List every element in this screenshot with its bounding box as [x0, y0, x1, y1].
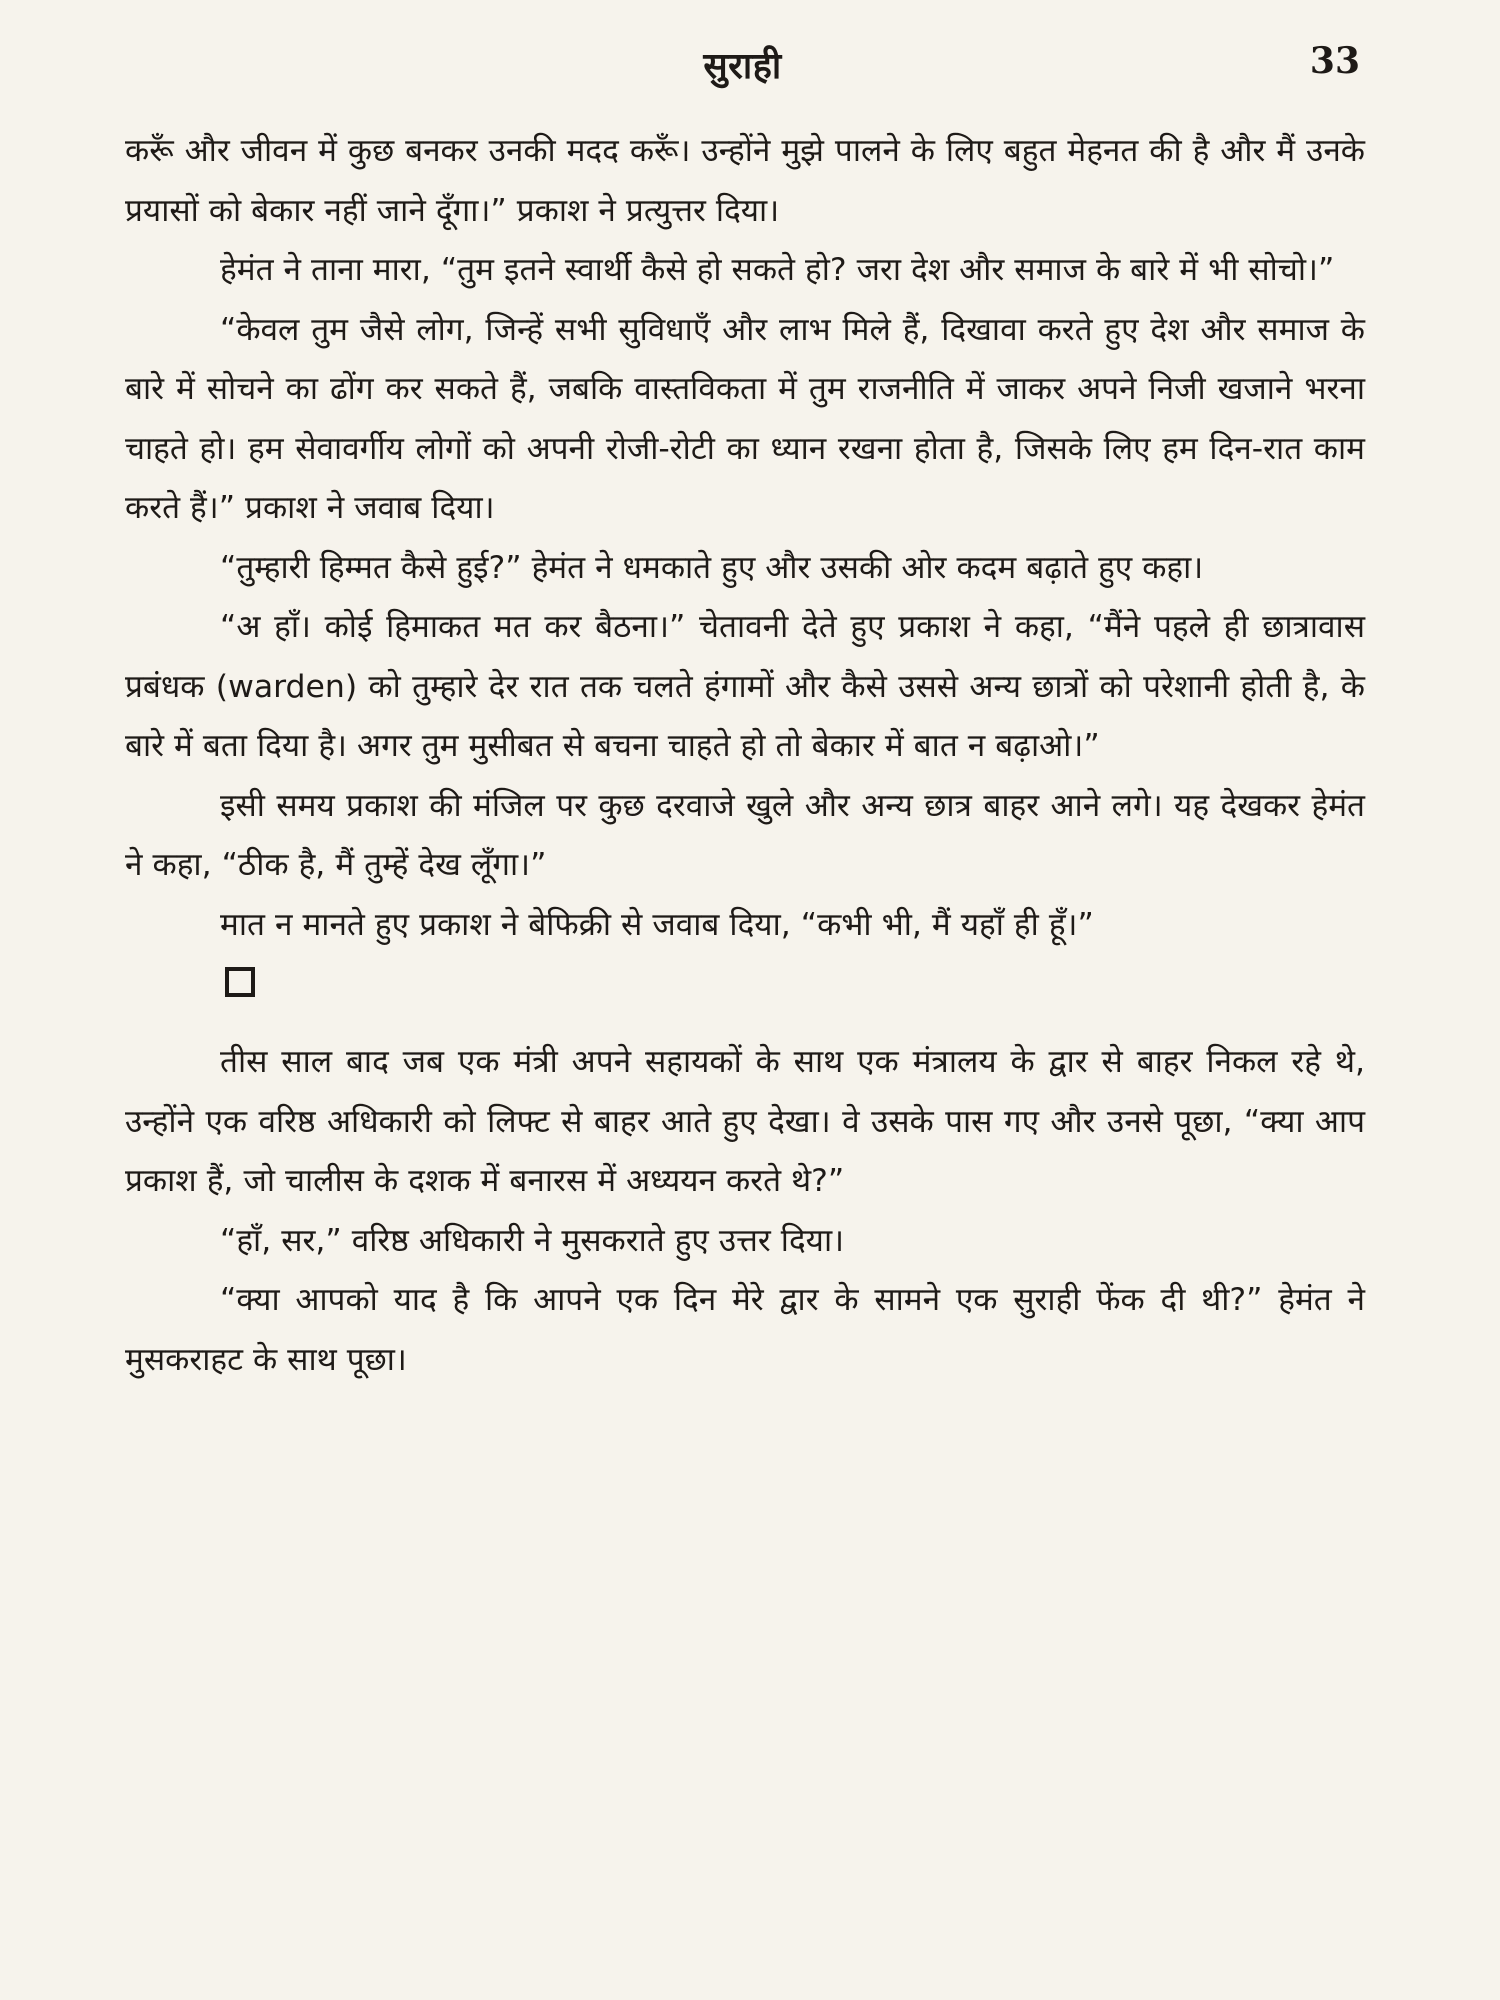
paragraph: “अ हाँ। कोई हिमाकत मत कर बैठना।” चेतावनी देते हुए प्रकाश ने कहा, “मैंने पहले ही छात्रावास प्रबंधक (warden) को तुम्हारे देर रात तक चलते हंगामों और कैसे उससे अन्य छात्रों को परेशानी होती है, के बारे में बता दिया है। अगर तुम मुसीबत से बचना चाहते हो तो बेकार में बात न बढ़ाओ।”: [125, 609, 1365, 764]
paragraph: मात न मानते हुए प्रकाश ने बेफिक्री से जवाब दिया, “कभी भी, मैं यहाँ ही हूँ।”: [220, 906, 1094, 943]
paragraph: “क्या आपको याद है कि आपने एक दिन मेरे द्वार के सामने एक सुराही फेंक दी थी?” हेमंत ने मुसकराहट के साथ पूछा।: [125, 1282, 1365, 1378]
paragraph: इसी समय प्रकाश की मंजिल पर कुछ दरवाजे खुले और अन्य छात्र बाहर आने लगे। यह देखकर हेमंत ने कहा, “ठीक है, मैं तुम्हें देख लूँगा।”: [125, 787, 1365, 883]
paragraph: “केवल तुम जैसे लोग, जिन्हें सभी सुविधाएँ और लाभ मिले हैं, दिखावा करते हुए देश और समाज के बारे में सोचने का ढोंग कर सकते हैं, जबकि वास्तविकता में तुम राजनीति में जाकर अपने निजी खजाने भरना चाहते हो। हम सेवावर्गीय लोगों को अपनी रोजी-रोटी का ध्यान रखना होता है, जिसके लिए हम दिन-रात काम करते हैं।” प्रकाश ने जवाब दिया।: [125, 311, 1365, 526]
body-text: [125, 122, 1365, 1390]
square-marker-icon: [225, 967, 255, 997]
paragraph: करूँ और जीवन में कुछ बनकर उनकी मदद करूँ। उन्होंने मुझे पालने के लिए बहुत मेहनत की है और मैं उनके प्रयासों को बेकार नहीं जाने दूँगा।” प्रकाश ने प्रत्युत्तर दिया।: [125, 133, 1365, 229]
page-header: [125, 40, 1360, 100]
page-number: 33: [1309, 40, 1360, 82]
paragraph: तीस साल बाद जब एक मंत्री अपने सहायकों के साथ एक मंत्रालय के द्वार से बाहर निकल रहे थे, उन्होंने एक वरिष्ठ अधिकारी को लिफ्ट से बाहर आते हुए देखा। वे उसके पास गए और उनसे पूछा, “क्या आप प्रकाश हैं, जो चालीस के दशक में बनारस में अध्ययन करते थे?”: [125, 1044, 1365, 1199]
running-title: सुराही: [703, 46, 782, 87]
section-break: [125, 955, 1365, 1033]
paragraph: “हाँ, सर,” वरिष्ठ अधिकारी ने मुसकराते हुए उत्तर दिया।: [220, 1222, 845, 1259]
paragraph: “तुम्हारी हिम्मत कैसे हुई?” हेमंत ने धमकाते हुए और उसकी ओर कदम बढ़ाते हुए कहा।: [220, 549, 1204, 586]
paragraph: हेमंत ने ताना मारा, “तुम इतने स्वार्थी कैसे हो सकते हो? जरा देश और समाज के बारे में भी सोचो।”: [220, 252, 1335, 288]
